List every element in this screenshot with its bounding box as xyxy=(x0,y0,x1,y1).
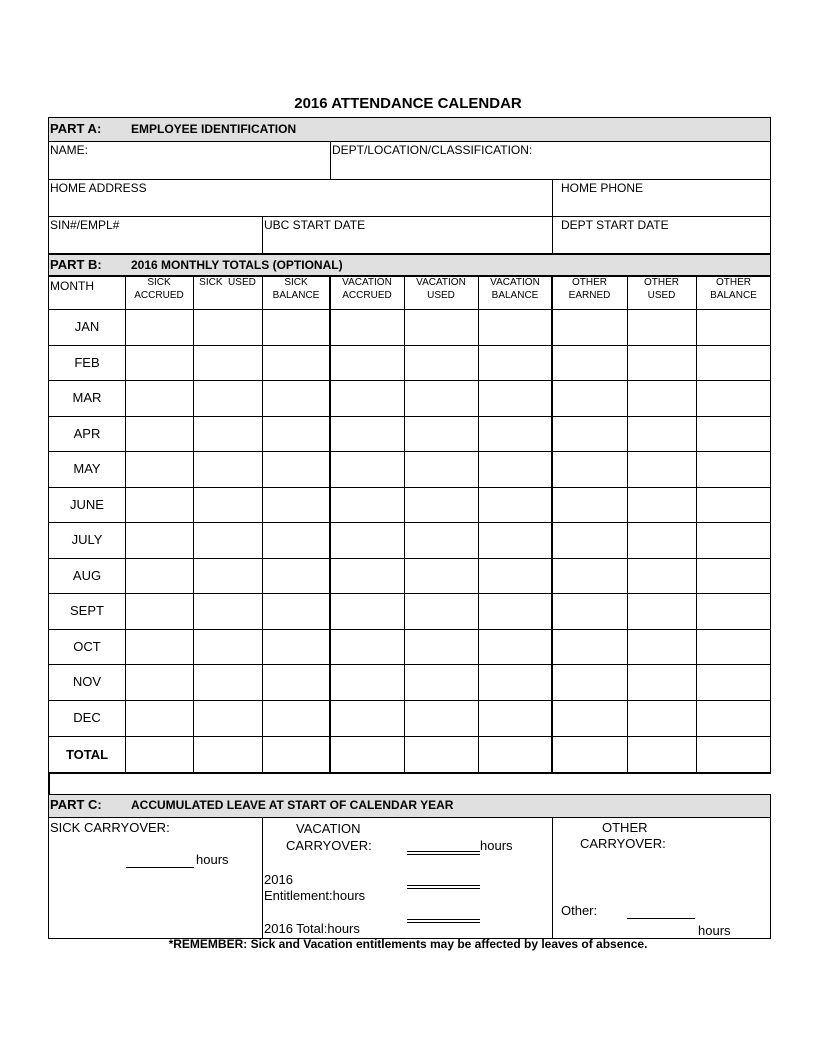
row-divider xyxy=(48,522,771,523)
column-header-other-balance xyxy=(696,276,771,302)
dept-start-date-field[interactable]: DEPT START DATE xyxy=(561,218,669,232)
month-label: JULY xyxy=(71,532,103,547)
column-divider xyxy=(696,276,697,773)
vacation-carryover-label-1: VACATION xyxy=(296,821,361,836)
column-header-vacation-used xyxy=(404,276,478,302)
divider xyxy=(552,818,553,939)
month-label: MAY xyxy=(73,461,101,476)
column-header-other-earned xyxy=(552,276,627,302)
column-divider xyxy=(627,276,628,773)
other-carryover-label-1: OTHER xyxy=(602,820,648,835)
vacation-total-label: 2016 Total:hours xyxy=(264,921,360,936)
sick-carryover-label: SICK CARRYOVER: xyxy=(50,820,170,835)
column-header-line: OTHER xyxy=(572,277,607,288)
part-b-label: PART B: xyxy=(50,257,102,272)
column-header-line: BALANCE xyxy=(710,290,757,301)
column-divider xyxy=(125,276,126,773)
row-divider xyxy=(48,700,771,701)
month-label: OCT xyxy=(73,639,101,654)
column-divider xyxy=(404,276,405,773)
month-label: NOV xyxy=(72,674,102,689)
column-header-line: BALANCE xyxy=(491,290,539,301)
month-column-header: MONTH xyxy=(50,279,94,293)
month-label: JUNE xyxy=(70,497,104,512)
total-row-label: TOTAL xyxy=(65,747,109,762)
page-title: 2016 ATTENDANCE CALENDAR xyxy=(294,95,522,112)
row-divider xyxy=(48,487,771,488)
column-header-line: USED xyxy=(647,290,676,301)
part-b-heading: 2016 MONTHLY TOTALS (OPTIONAL) xyxy=(131,258,343,272)
part-a-heading: EMPLOYEE IDENTIFICATION xyxy=(131,122,297,136)
part-a-label: PART A: xyxy=(50,121,102,136)
table-bottom-thick xyxy=(48,772,771,774)
divider xyxy=(330,142,331,179)
dept-location-field[interactable]: DEPT/LOCATION/CLASSIFICATION: xyxy=(332,143,533,157)
column-header-line: VACATION xyxy=(490,277,540,288)
month-label: FEB xyxy=(74,355,100,370)
home-address-field[interactable]: HOME ADDRESS xyxy=(50,181,147,195)
divider xyxy=(262,216,263,254)
column-divider-thick xyxy=(551,276,553,773)
vacation-entitlement-label-1: 2016 xyxy=(264,872,293,887)
column-header-line: OTHER xyxy=(716,277,751,288)
vacation-total-input[interactable] xyxy=(407,919,480,923)
row-divider xyxy=(48,664,771,665)
other-carryover-label-2: CARRYOVER: xyxy=(580,836,666,851)
sick-carryover-unit: hours xyxy=(196,852,229,867)
other-carryover-unit: hours xyxy=(698,923,731,938)
spacer-left-border xyxy=(48,773,50,795)
vacation-carryover-input[interactable] xyxy=(407,851,480,855)
row-divider xyxy=(48,380,771,381)
row-divider xyxy=(48,558,771,559)
row-divider xyxy=(48,309,771,310)
divider xyxy=(48,216,771,217)
row-divider xyxy=(48,736,771,737)
part-c-label: PART C: xyxy=(50,797,102,812)
part-b-header xyxy=(50,257,343,272)
column-header-line: VACATION xyxy=(416,277,466,288)
row-divider xyxy=(48,416,771,417)
sick-carryover-input[interactable] xyxy=(126,867,194,868)
part-c-header xyxy=(50,797,454,812)
part-a-header xyxy=(50,121,297,136)
column-header-sick-balance xyxy=(262,276,330,302)
part-c-heading: ACCUMULATED LEAVE AT START OF CALENDAR YEAR xyxy=(131,798,454,812)
column-header-vacation-balance xyxy=(478,276,552,302)
vacation-carryover-unit: hours xyxy=(480,838,513,853)
column-divider xyxy=(193,276,194,773)
other-carryover-input[interactable] xyxy=(627,918,695,919)
row-divider xyxy=(48,345,771,346)
divider xyxy=(262,818,263,939)
month-label: APR xyxy=(73,426,101,441)
column-header-line: USED xyxy=(427,290,455,301)
row-divider xyxy=(48,629,771,630)
column-header-line: SICK xyxy=(284,277,308,288)
row-divider xyxy=(48,593,771,594)
column-header-line: ACCRUED xyxy=(342,290,392,301)
column-header-line: BALANCE xyxy=(272,290,320,301)
column-header-other-used xyxy=(627,276,696,302)
monthly-totals-table xyxy=(48,276,771,773)
column-header-vacation-accrued xyxy=(330,276,404,302)
footer-note: *REMEMBER: Sick and Vacation entitlements may be affected by leaves of absence. xyxy=(168,937,648,951)
column-header-sick-used xyxy=(193,276,262,289)
vacation-entitlement-input[interactable] xyxy=(407,885,480,889)
column-header-line: SICK USED xyxy=(199,277,256,288)
month-label: AUG xyxy=(72,568,102,583)
column-header-line: ACCRUED xyxy=(134,290,184,301)
divider xyxy=(48,179,771,180)
column-divider-thick xyxy=(329,276,331,773)
column-header-line: SICK xyxy=(147,277,171,288)
ubc-start-date-field[interactable]: UBC START DATE xyxy=(264,218,366,232)
month-label: JAN xyxy=(74,319,100,334)
vacation-entitlement-label-2: Entitlement:hours xyxy=(264,888,366,903)
home-phone-field[interactable]: HOME PHONE xyxy=(561,181,644,195)
name-field[interactable]: NAME: xyxy=(50,143,89,157)
other-label: Other: xyxy=(561,903,598,918)
column-header-line: OTHER xyxy=(644,277,679,288)
column-header-line: EARNED xyxy=(568,290,611,301)
month-label: DEC xyxy=(73,710,101,725)
divider xyxy=(552,179,553,254)
sin-empl-field[interactable]: SIN#/EMPL# xyxy=(50,218,120,232)
column-divider xyxy=(478,276,479,773)
column-header-sick-accrued xyxy=(125,276,193,302)
vacation-carryover-label-2: CARRYOVER: xyxy=(286,838,372,853)
column-header-line: VACATION xyxy=(342,277,392,288)
month-label: SEPT xyxy=(70,603,104,618)
month-label: MAR xyxy=(72,390,102,405)
row-divider xyxy=(48,451,771,452)
column-divider xyxy=(262,276,263,773)
